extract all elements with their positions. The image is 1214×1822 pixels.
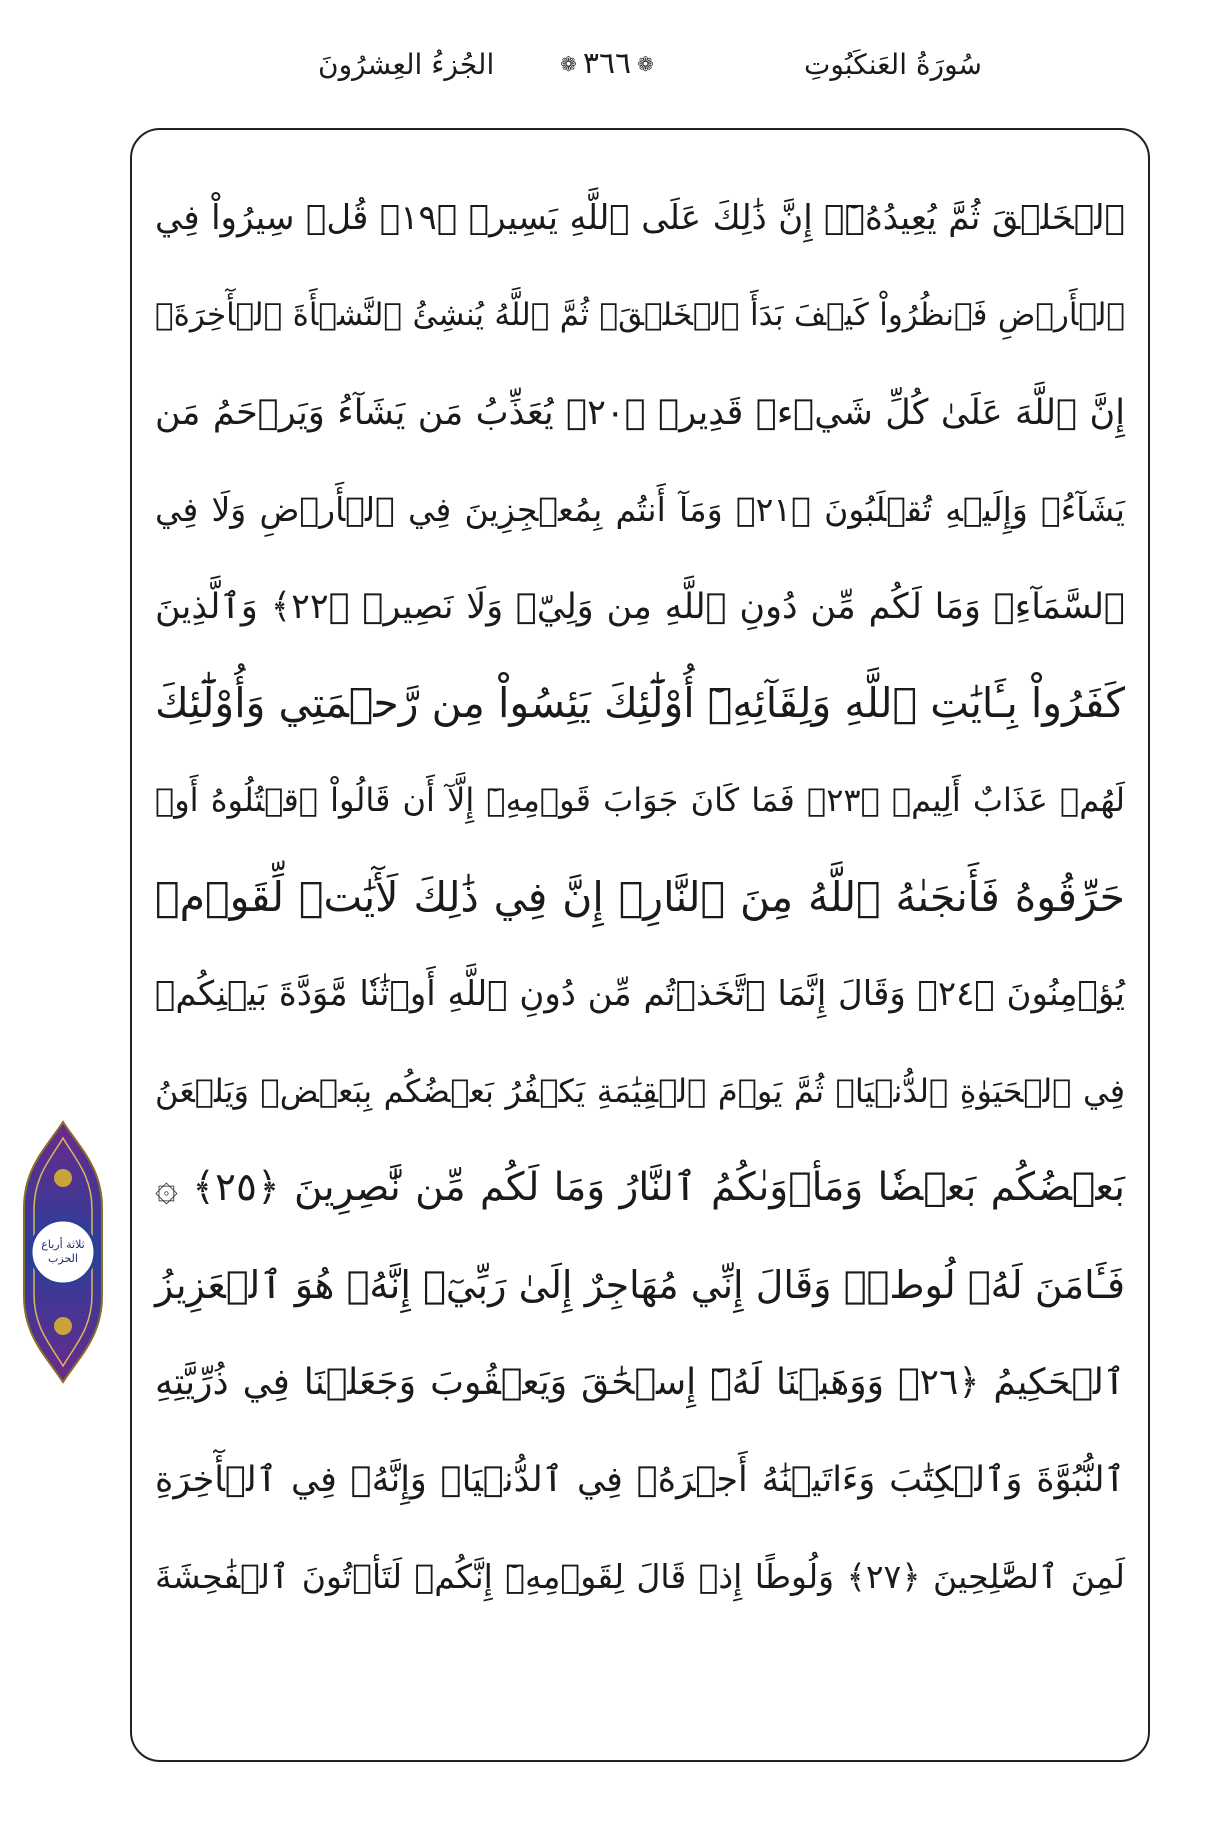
line-text: فَـَٔامَنَ لَهُۥ لُوطٞۘ وَقَالَ إِنِّي مُهَاجِرٌ إِلَىٰ رَبِّيٓۖ إِنَّهُۥ هُوَ ٱلۡعَزِيزُ [155, 1262, 1125, 1307]
page-number-badge [560, 46, 654, 81]
text-line [155, 1237, 1125, 1334]
text-line [155, 461, 1125, 558]
text-line [155, 1140, 1125, 1237]
hizb-label-line2: الحزب [48, 1252, 78, 1265]
text-line [155, 267, 1125, 364]
line-text: إِنَّ ٱللَّهَ عَلَىٰ كُلِّ شَيۡءٖ قَدِيرٞ ﴿٢٠﴾ يُعَذِّبُ مَن يَشَآءُ وَيَرۡحَمُ مَن [155, 392, 1125, 433]
line-text: بَعۡضُكُم بَعۡضٗا وَمَأۡوَىٰكُمُ ٱلنَّارُ وَمَا لَكُم مِّن نَّٰصِرِينَ ﴿٢٥﴾ ۞ [155, 1165, 1125, 1211]
juz-name: الجُزءُ العِشرُونَ [318, 48, 495, 81]
text-line [155, 1043, 1125, 1140]
text-line [155, 1334, 1125, 1431]
text-line [155, 170, 1125, 267]
line-text: ٱلۡأَرۡضِ فَٱنظُرُواْ كَيۡفَ بَدَأَ ٱلۡخَلۡقَۚ ثُمَّ ٱللَّهُ يُنشِئُ ٱلنَّشۡأَةَ ٱلۡأٓخِرَةَۚ [155, 296, 1125, 333]
ornament-left-icon: ❁ [637, 51, 654, 76]
text-line [155, 558, 1125, 655]
line-text: ٱلسَّمَآءِۖ وَمَا لَكُم مِّن دُونِ ٱللَّهِ مِن وَلِيّٖ وَلَا نَصِيرٖ ﴿٢٢﴾ وَٱلَّذِينَ [155, 586, 1125, 627]
hizb-marker [20, 1118, 106, 1386]
line-text: يُؤۡمِنُونَ ﴿٢٤﴾ وَقَالَ إِنَّمَا ٱتَّخَذۡتُم مِّن دُونِ ٱللَّهِ أَوۡثَٰنٗا مَّوَدَّةَ بَيۡنِكُمۡ [155, 974, 1125, 1015]
hizb-label-line1: ثلاثة أرباع [41, 1238, 85, 1252]
text-line [155, 849, 1125, 946]
text-line [155, 655, 1125, 752]
quran-text-block [155, 170, 1125, 1625]
text-line [155, 946, 1125, 1043]
text-line [155, 1431, 1125, 1528]
line-text: يَشَآءُۖ وَإِلَيۡهِ تُقۡلَبُونَ ﴿٢١﴾ وَمَآ أَنتُم بِمُعۡجِزِينَ فِي ٱلۡأَرۡضِ وَلَا فِي [155, 489, 1125, 529]
text-line [155, 364, 1125, 461]
line-text: ٱلۡحَكِيمُ ﴿٢٦﴾ وَوَهَبۡنَا لَهُۥٓ إِسۡحَٰقَ وَيَعۡقُوبَ وَجَعَلۡنَا فِي ذُرِّيَّتِهِ [155, 1361, 1125, 1403]
line-text: فِي ٱلۡحَيَوٰةِ ٱلدُّنۡيَاۖ ثُمَّ يَوۡمَ ٱلۡقِيَٰمَةِ يَكۡفُرُ بَعۡضُكُم بِبَعۡضٖ وَيَلۡعَنُ [155, 1072, 1125, 1111]
text-line [155, 1528, 1125, 1625]
hizb-label [32, 1218, 94, 1286]
text-line [155, 752, 1125, 849]
line-text: لَهُمۡ عَذَابٌ أَلِيمٞ ﴿٢٣﴾ فَمَا كَانَ جَوَابَ قَوۡمِهِۦٓ إِلَّآ أَن قَالُواْ ٱقۡتُلُوهُ أَوۡ [155, 781, 1126, 820]
surah-name: سُورَةُ العَنكَبُوتِ [803, 48, 982, 81]
ornament-right-icon: ❁ [560, 51, 577, 76]
line-text: ٱلۡخَلۡقَ ثُمَّ يُعِيدُهُۥٓۚ إِنَّ ذَٰلِكَ عَلَى ٱللَّهِ يَسِيرٞ ﴿١٩﴾ قُلۡ سِيرُواْ فِي [155, 198, 1125, 239]
page-header [0, 30, 1214, 100]
line-text: ٱلنُّبُوَّةَ وَٱلۡكِتَٰبَ وَءَاتَيۡنَٰهُ أَجۡرَهُۥ فِي ٱلدُّنۡيَاۖ وَإِنَّهُۥ فِي ٱلۡأٓخِرَةِ [155, 1459, 1125, 1500]
page-number: ٣٦٦ [582, 46, 632, 81]
line-text: حَرِّقُوهُ فَأَنجَىٰهُ ٱللَّهُ مِنَ ٱلنَّارِۚ إِنَّ فِي ذَٰلِكَ لَأٓيَٰتٖ لِّقَوۡمٖ [155, 872, 1125, 921]
line-text: لَمِنَ ٱلصَّٰلِحِينَ ﴿٢٧﴾ وَلُوطًا إِذۡ قَالَ لِقَوۡمِهِۦٓ إِنَّكُمۡ لَتَأۡتُونَ ٱلۡفَٰحِشَةَ [155, 1556, 1125, 1596]
line-text: كَفَرُواْ بِـَٔايَٰتِ ٱللَّهِ وَلِقَآئِهِۦٓ أُوْلَٰٓئِكَ يَئِسُواْ مِن رَّحۡمَتِي وَأُوْلَٰٓئِكَ [155, 678, 1125, 727]
